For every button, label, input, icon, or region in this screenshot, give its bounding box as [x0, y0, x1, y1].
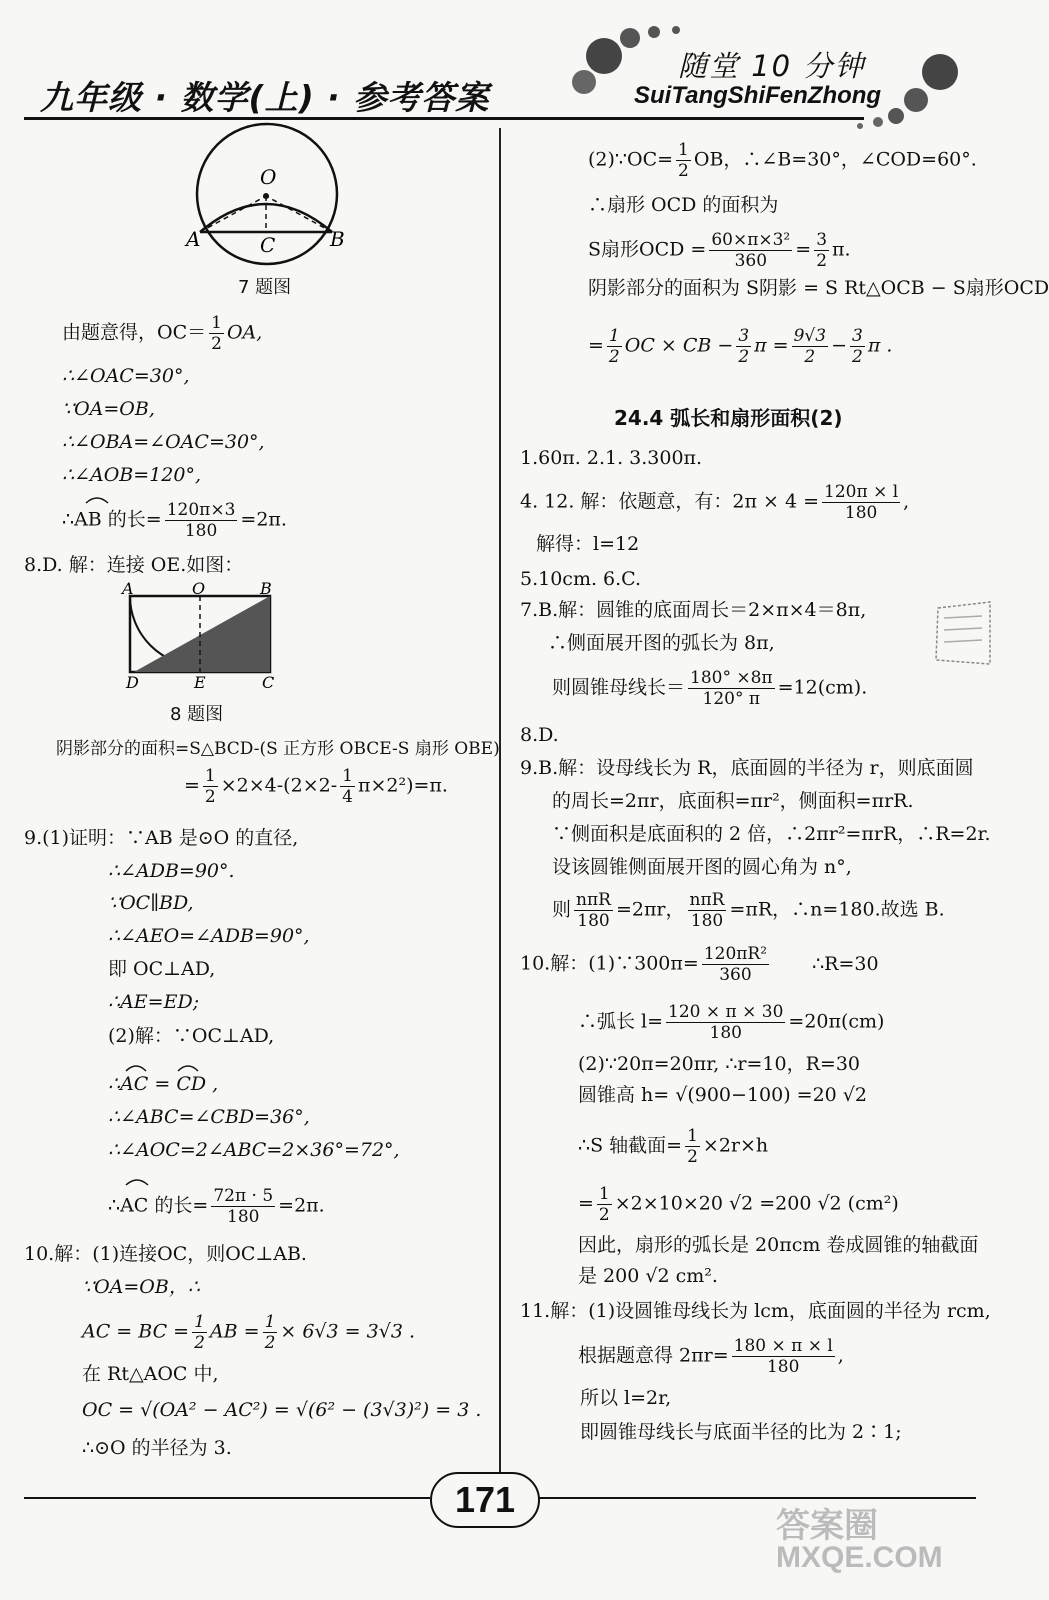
q8-line-2: 阴影部分的面积=S△BCD-(S 正方形 OBCE-S 扇形 OBE) [56, 739, 500, 759]
r-line-5: = $\frac{1}{2}$ OC × CB − $\frac{3}{2}$ π = $\frac{9√3}{2}$ − $\frac{3}{2}$ π . [588, 326, 893, 367]
q7-line-1: 由题意得，OC＝ $\frac{1}{2}$ OA, [62, 313, 263, 354]
label-c: C [262, 673, 275, 692]
a10-line-5: ∴S 轴截面= $\frac{1}{2}$ ×2r×h [578, 1126, 769, 1167]
q7-line-2: ∴∠OAC=30°, [62, 365, 190, 387]
a7-line-2: ∴侧面展开图的弧长为 8π, [548, 632, 775, 654]
section-title: 24.4 弧长和扇形面积(2) [614, 406, 843, 430]
label-o: O [192, 579, 206, 598]
stamp-icon [930, 598, 994, 670]
label-e: E [194, 673, 206, 692]
arc-mark-icon [124, 1176, 150, 1186]
q9-line-3: ∵OC∥BD, [108, 892, 194, 914]
q10-line-6: ∴⊙O 的半径为 3. [82, 1437, 232, 1459]
q9-line-5: 即 OC⊥AD, [108, 958, 216, 980]
a5-line: 5.10cm. 6.C. [520, 568, 642, 590]
r-line-3: S扇形OCD = $\frac{\text{60×π×3²}}{360}$ = $\frac{3}{2}$ π. [588, 230, 851, 271]
q9-line-6: ∴AE=ED; [108, 991, 200, 1013]
q10-line-5: OC = √(OA² − AC²) = √(6² − (3√3)²) = 3 . [82, 1399, 482, 1421]
a4-line-1: 4. 12. 解：依题意，有：2π × 4 = $\frac{120\pi \times l}{180}$ , [520, 482, 910, 523]
a11-line-3: 所以 l=2r, [580, 1387, 672, 1409]
watermark [776, 1507, 943, 1574]
a11-line-1: 11.解：(1)设圆锥母线长为 lcm，底面圆的半径为 rcm, [520, 1300, 991, 1322]
q10-line-2: ∵OA=OB，∴ [82, 1276, 200, 1298]
a8-line: 8.D. [520, 724, 559, 746]
q9-line-2: ∴∠ADB=90°. [108, 860, 235, 882]
a10-line-3: (2)∵20π=20πr, ∴r=10，R=30 [578, 1053, 860, 1075]
q9-line-8: ∴AC = CD , [108, 1073, 219, 1095]
figure-7 [180, 132, 350, 262]
a11-line-2: 根据题意得 2πr= $\frac{180 \times \pi \times l}{180}$ , [578, 1336, 844, 1377]
q7-line-4: ∴∠OBA=∠OAC=30°, [62, 431, 265, 453]
label-a: A [122, 579, 134, 598]
a11-line-4: 即圆锥母线长与底面半径的比为 2∶1; [580, 1421, 902, 1443]
q8-line-1: 8.D. 解：连接 OE.如图： [24, 554, 244, 576]
q9-line-1: 9.(1)证明：∵AB 是⊙O 的直径, [24, 827, 299, 849]
q10-line-3: AC = BC = $\frac{1}{2}$ AB = $\frac{1}{2}$ × 6√3 = 3√3 . [82, 1312, 415, 1353]
watermark-bottom: MXQE.COM [776, 1541, 943, 1574]
q10-line-1: 10.解：(1)连接OC，则OC⊥AB. [24, 1243, 307, 1265]
brand-chinese: 随堂 10 分钟 [678, 49, 866, 83]
q8-line-3: = $\frac{1}{2}$ ×2×4-(2×2- $\frac{1}{4}$ π×2²)=π. [184, 766, 448, 807]
a9-line-5: 则 $\frac{\text{nπR}}{180}$ =2πr， $\frac{\text{nπR}}{180}$ =πR，∴n=180.故选 B. [552, 890, 945, 931]
header-rule [24, 117, 864, 120]
label-o: O [260, 165, 277, 189]
a10-line-7: 因此，扇形的弧长是 20πcm 卷成圆锥的轴截面 [578, 1234, 979, 1256]
a1-line: 1.60π. 2.1. 3.300π. [520, 447, 703, 469]
a9-line-1: 9.B.解：设母线长为 R，底面圆的半径为 r，则底面圆 [520, 757, 974, 779]
q9-line-4: ∴∠AEO=∠ADB=90°, [108, 925, 310, 947]
a9-line-4: 设该圆锥侧面展开图的圆心角为 n°, [552, 856, 852, 878]
q9-line-11: ∴AC 的长= $\frac{72\pi \cdot 5}{180}$ =2π. [108, 1186, 325, 1227]
q7-line-5: ∴∠AOB=120°, [62, 464, 201, 486]
a10-line-2: ∴弧长 l= $\frac{120 \times \pi \times 30}{180}$ =20π(cm) [578, 1002, 885, 1043]
a10-line-6: = $\frac{1}{2}$ ×2×10×20 √2 =200 √2 (cm²) [578, 1184, 899, 1225]
a9-line-2: 的周长=2πr，底面积=πr²，侧面积=πrR. [552, 790, 914, 812]
label-c: C [260, 233, 276, 257]
a10-line-8: 是 200 √2 cm². [578, 1265, 718, 1287]
q10-line-4: 在 Rt△AOC 中, [82, 1363, 219, 1385]
arc-mark-icon [84, 494, 110, 504]
a7-line-1: 7.B.解：圆锥的底面周长＝2×π×4＝8π, [520, 599, 867, 621]
a9-line-3: ∵侧面积是底面积的 2 倍，∴2πr²=πrR，∴R=2r. [552, 823, 991, 845]
figure-8 [118, 580, 288, 692]
r-line-1: (2)∵OC= $\frac{1}{2}$ OB，∴∠B=30°，∠COD=60°. [588, 140, 977, 181]
a10-line-4: 圆锥高 h= √(900−100) =20 √2 [578, 1084, 867, 1106]
a10-line-1: 10.解：(1)∵300π= $\frac{\text{120πR²}}{360}$ ∴R=30 [520, 944, 879, 985]
q9-line-9: ∴∠ABC=∠CBD=36°, [108, 1106, 310, 1128]
footer-rule-left [24, 1497, 430, 1499]
q9-line-10: ∴∠AOC=2∠ABC=2×36°=72°, [108, 1139, 400, 1161]
page-number: 171 [430, 1472, 540, 1528]
label-b: B [330, 227, 345, 251]
a7-line-3: 则圆锥母线长＝ $\frac{180^\circ \times 8\pi}{120^\circ \pi}$ =12(cm). [552, 668, 868, 709]
brand-pinyin: SuiTangShiFenZhong [634, 82, 882, 109]
figure-7-caption: 7 题图 [238, 277, 292, 298]
label-a: A [186, 227, 201, 251]
footer-rule-right [536, 1497, 976, 1499]
column-divider [499, 128, 501, 1478]
r-line-4: 阴影部分的面积为 S阴影 = S Rt△OCB − S扇形OCD [588, 277, 1049, 299]
header-title: 九年级 · 数学(上) · 参考答案 [40, 78, 490, 117]
label-b: B [260, 579, 272, 598]
a4-line-2: 解得：l=12 [536, 533, 640, 555]
watermark-top: 答案圈 [776, 1507, 878, 1545]
q7-line-6: ∴AB 的长= $\frac{120\pi\times 3}{180}$ =2π. [62, 500, 287, 541]
q7-line-3: ∵OA=OB, [62, 398, 155, 420]
q9-line-7: (2)解：∵OC⊥AD, [108, 1025, 275, 1047]
figure-8-caption: 8 题图 [170, 704, 224, 725]
label-d: D [126, 673, 139, 692]
r-line-2: ∴扇形 OCD 的面积为 [588, 194, 779, 216]
arc-mark-icon [124, 1062, 204, 1072]
